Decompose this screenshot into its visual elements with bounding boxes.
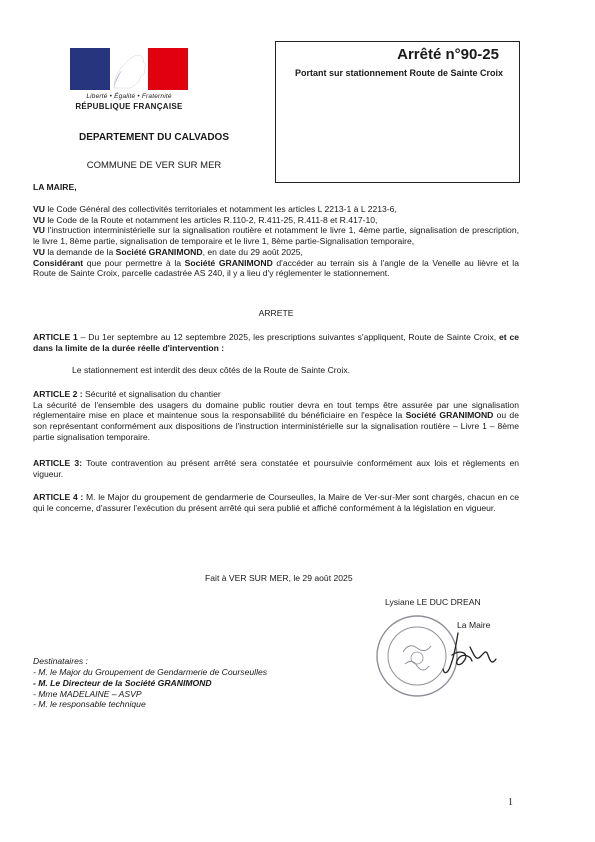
department-label: DEPARTEMENT DU CALVADOS <box>79 132 229 143</box>
title-box-top-border <box>275 41 520 42</box>
article-3: ARTICLE 3: Toute contravention au présent arrêté sera constatée et poursuivie conformément aux lois et règlements en vigueur. <box>33 458 520 479</box>
signatory-name: Lysiane LE DUC DREAN <box>385 597 481 607</box>
place-date: Fait à VER SUR MER, le 29 août 2025 <box>205 573 353 583</box>
republic-label: RÉPUBLIQUE FRANÇAISE <box>75 102 183 111</box>
arrete-title: Arrêté n°90-25 <box>397 46 499 63</box>
handwritten-signature <box>440 625 500 680</box>
visa-1: VU le Code Général des collectivités territoriales et notamment les articles L 2213-1 à L 2213-6, <box>33 204 397 214</box>
article-2: ARTICLE 2 : Sécurité et signalisation du chantier La sécurité de l'ensemble des usagers du domaine public routier devra en tout temps être assurée par une signalisation réglementaire mise en place et maintenue sous la responsabilité du bénéficiaire en l'espèce la Société GRANIMOND ou de son représentant conformément aux dispositions de l'instruction interministérielle sur la signalisation routière – Livre 1 – 8ème partie signalisation temporaire. <box>33 389 519 442</box>
article-1: ARTICLE 1 – Du 1er septembre au 12 septembre 2025, les prescriptions suivantes s'appliquent, Route de Sainte Croix, et ce dans la limite de la durée réelle d'intervention : <box>33 332 519 353</box>
maire-heading: LA MAIRE, <box>33 182 77 192</box>
recipients-heading: Destinataires : <box>33 656 88 666</box>
article-4: ARTICLE 4 : M. le Major du groupement de gendarmerie de Courseulles, la Maire de Ver-sur-Mer sont chargés, chacun en ce qui le concerne, d'assurer l'exécution du présent arrêté qui sera publié et affiché conformément à la législation en vigueur. <box>33 492 520 513</box>
visa-block <box>33 204 519 279</box>
title-box-right-border <box>519 41 520 183</box>
recipient-item: - M. le Major du Groupement de Gendarmerie de Courseulles <box>33 667 268 677</box>
considerant: Considérant que pour permettre à la Société GRANIMOND d'accéder au terrain sis à l'angle de la Venelle au lièvre et la Route de Sainte Croix, parcelle cadastrée AS 240, il y a lieu d'y réglementer le stationnement. <box>33 257 519 279</box>
recipient-item: - M. Le Directeur de la Société GRANIMOND <box>33 677 212 688</box>
signatory-role: La Maire <box>457 620 491 630</box>
recipients-list <box>33 667 353 710</box>
visa-4: VU la demande de la Société GRANIMOND, en date du 29 août 2025, <box>33 246 303 257</box>
marianne-flag-icon <box>70 48 188 90</box>
marianne-logo <box>70 48 188 111</box>
article-1-detail: Le stationnement est interdit des deux côtés de la Route de Sainte Croix. <box>72 365 351 375</box>
arrete-subject: Portant sur stationnement Route de Sainte Croix <box>294 68 504 78</box>
visa-2: VU le Code de la Route et notamment les articles R.110-2, R.411-25, R.411-8 et R.417-10, <box>33 214 378 225</box>
motto: Liberté • Égalité • Fraternité <box>86 93 172 100</box>
recipient-item: - M. le responsable technique <box>33 699 146 710</box>
commune-label: COMMUNE DE VER SUR MER <box>86 160 222 171</box>
recipient-item: - Mme MADELAINE – ASVP <box>33 688 142 699</box>
page-number: 1 <box>508 797 513 808</box>
visa-3: VU l'instruction interministérielle sur la signalisation routière et notamment le livre 1, 4ème partie, signalisation de prescription, le livre 1, 8ème partie, signalisation de temporaire et le livre 1, 8ème partie-Signalisation temporaire, <box>33 225 519 247</box>
arrete-heading: ARRETE <box>258 308 294 318</box>
